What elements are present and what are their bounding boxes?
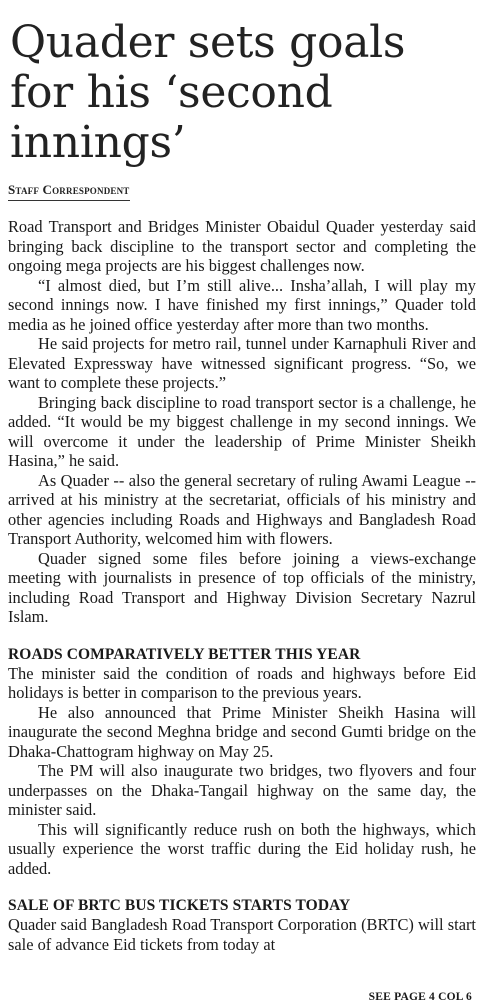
section-subhead: SALE OF BRTC BUS TICKETS STARTS TODAY	[8, 897, 351, 914]
headline: Quader sets goals for his ‘second innings’	[10, 17, 406, 168]
paragraph: This will significantly reduce rush on both the highways, which usually experience the worst traffic during the Eid holiday rush, he added.	[8, 819, 476, 878]
paragraph: As Quader -- also the general secretary of ruling Awami League -- arrived at his ministry at the secretariat, officials of his ministry and other agencies including Roads and Highways and Bangladesh Road Transport Authority, welcomed him with flowers.	[8, 470, 476, 548]
paragraph: Road Transport and Bridges Minister Obaidul Quader yesterday said bringing back discipline to the transport sector and completing the ongoing mega projects are his biggest challenges now.	[8, 217, 476, 275]
paragraph: He said projects for metro rail, tunnel under Karnaphuli River and Elevated Expressway have witnessed significant progress. “So, we want to complete these projects.”	[8, 334, 476, 392]
paragraph: Quader said Bangladesh Road Transport Corporation (BRTC) will start sale of advance Eid tickets from today at	[8, 915, 476, 954]
paragraph: He also announced that Prime Minister Sheikh Hasina will inaugurate the second Meghna bridge and second Gumti bridge on the Dhaka-Chattogram highway on May 25.	[8, 702, 476, 761]
paragraph: Quader signed some files before joining a views-exchange meeting with journalists in presence of top officials of the ministry, including Road Transport and Highway Division Secretary Nazrul Islam.	[8, 548, 476, 626]
byline: Staff Correspondent	[8, 182, 130, 201]
paragraph: The minister said the condition of roads and highways before Eid holidays is better in comparison to the previous years.	[8, 663, 476, 702]
continuation-reference: SEE PAGE 4 COL 6	[368, 991, 472, 1003]
article-body	[8, 217, 476, 954]
paragraph: “I almost died, but I’m still alive... Insha’allah, I will play my second innings now. I have finished my first innings,” Quader told media as he joined office yesterday after more than two months.	[8, 275, 476, 334]
section-subhead: ROADS COMPARATIVELY BETTER THIS YEAR	[8, 645, 361, 663]
paragraph: Bringing back discipline to road transport sector is a challenge, he added. “It would be my biggest challenge in my second innings. We will overcome it under the leadership of Prime Minister Sheikh Hasina,” he said.	[8, 392, 476, 470]
paragraph: The PM will also inaugurate two bridges, two flyovers and four underpasses on the Dhaka-Tangail highway on the same day, the minister said.	[8, 761, 476, 819]
